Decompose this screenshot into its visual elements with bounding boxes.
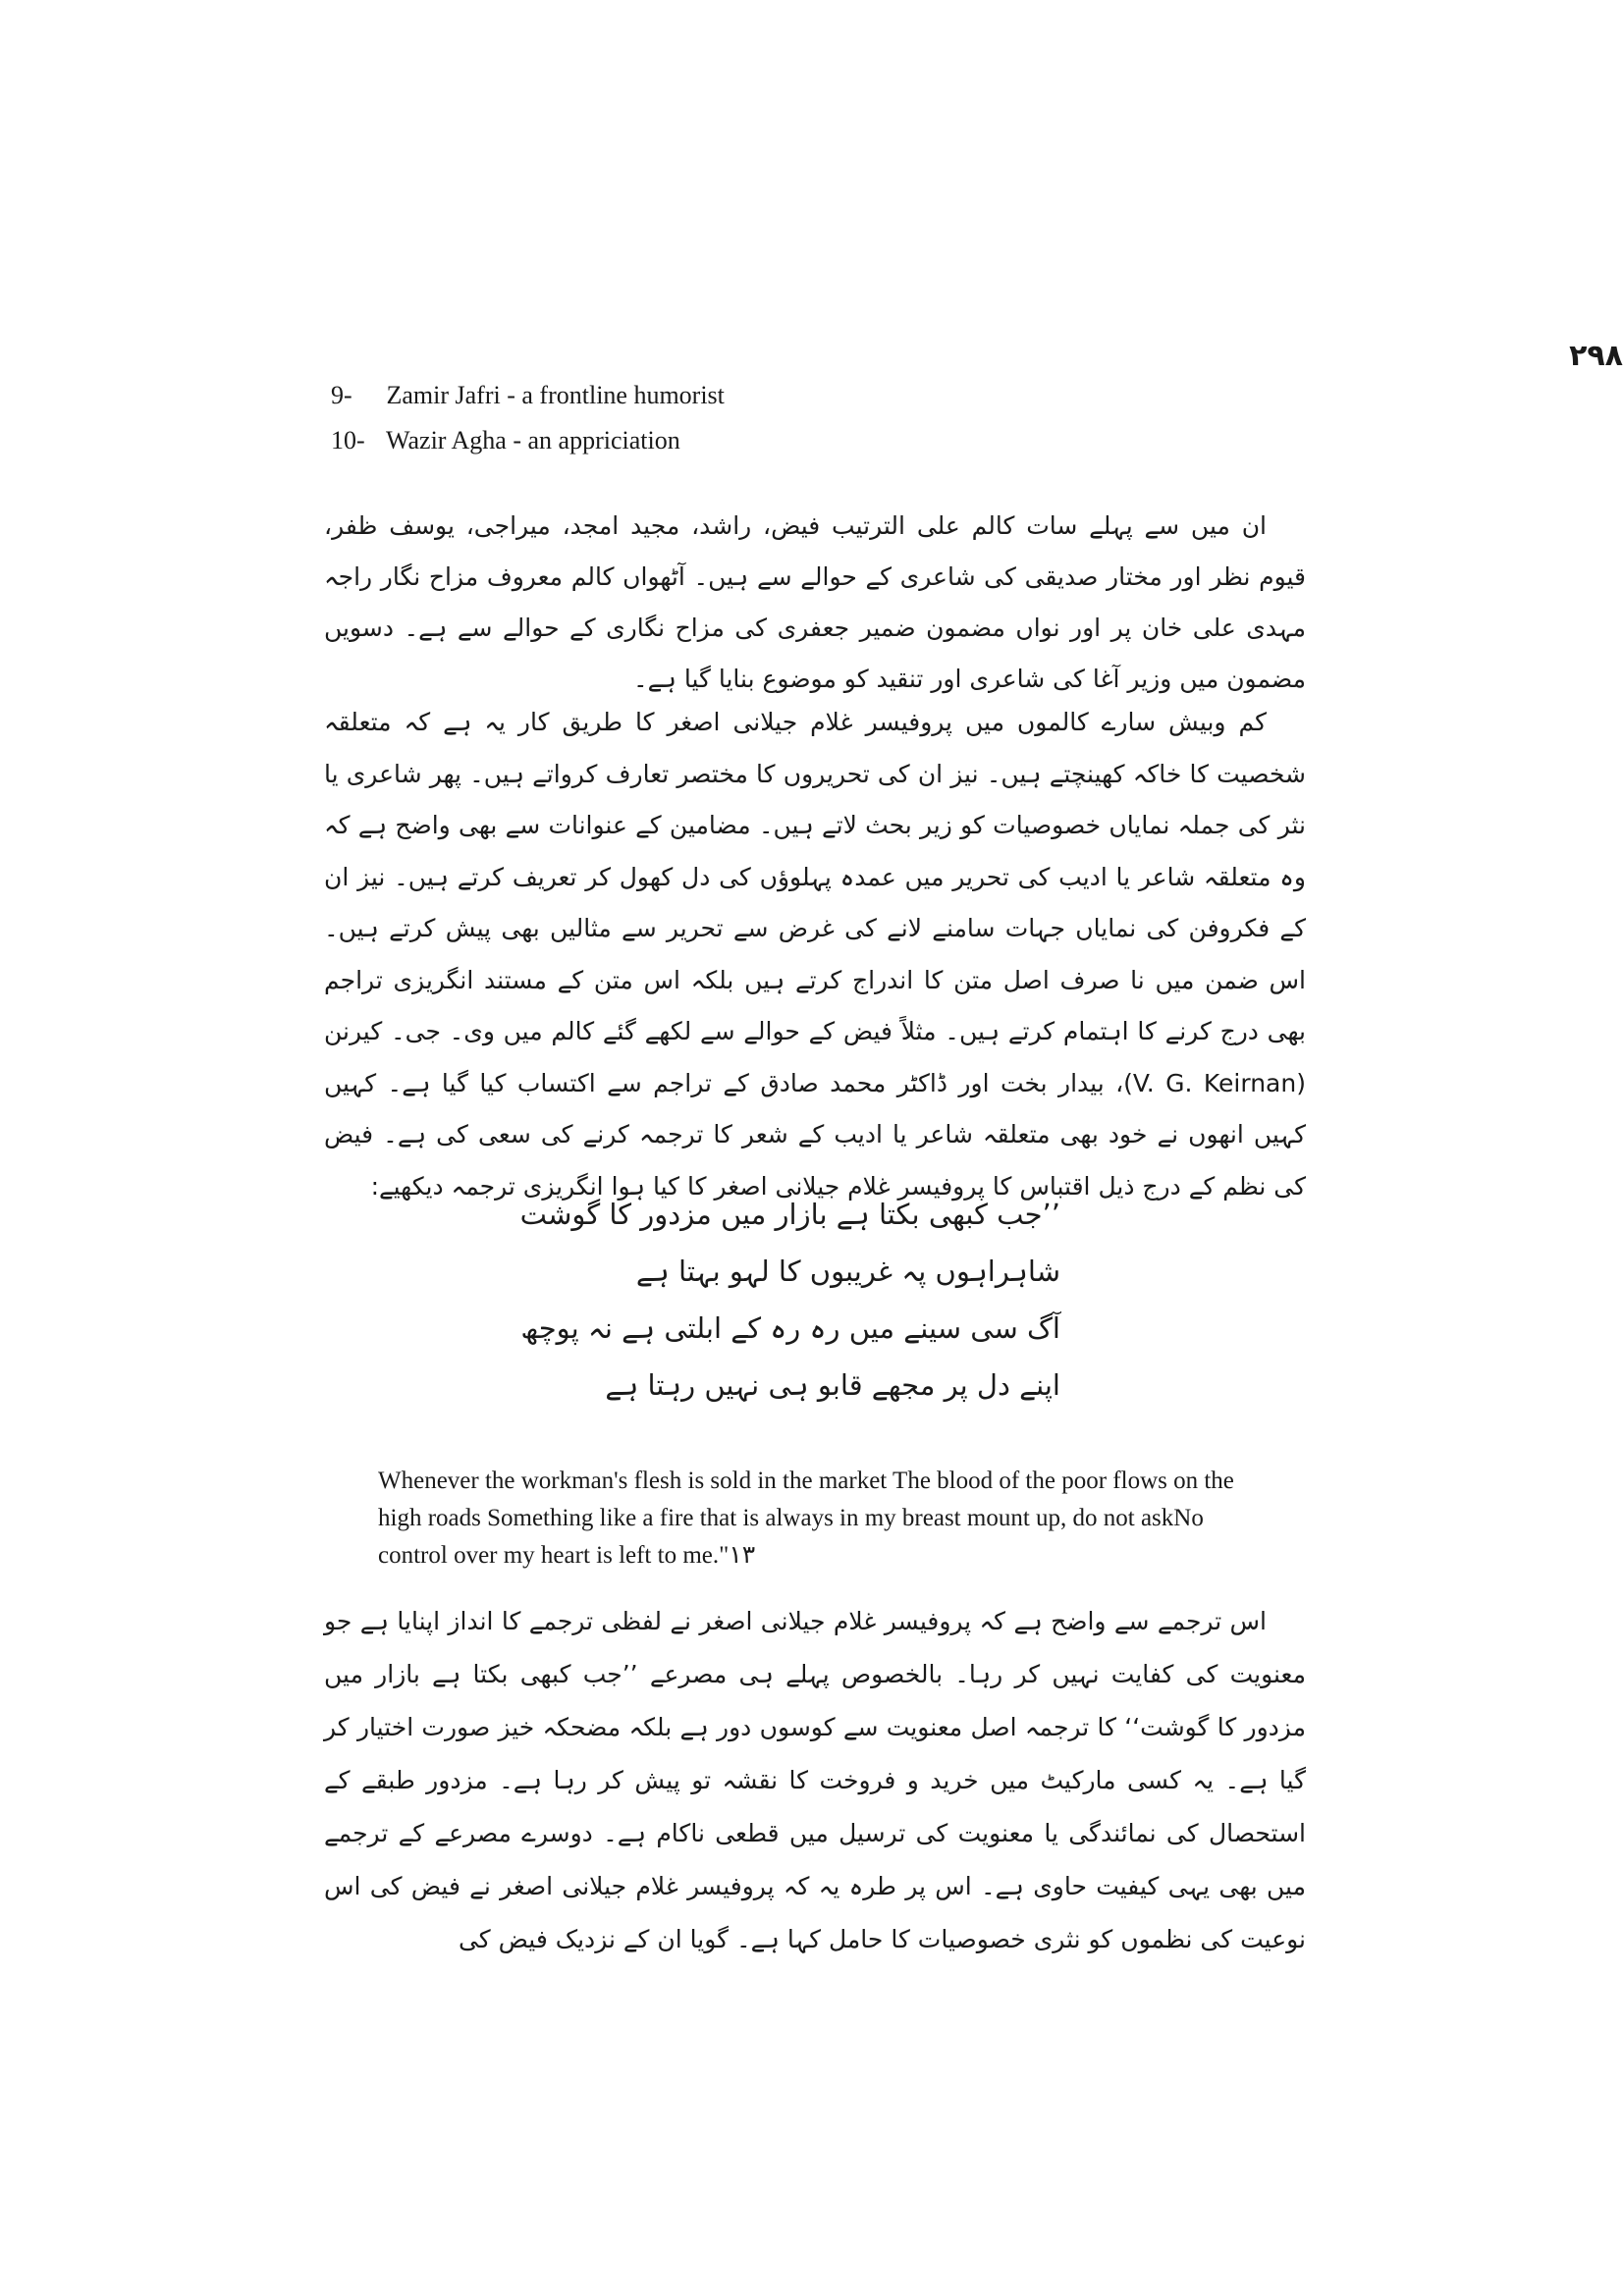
poem-line: شاہراہوں پہ غریبوں کا لہو بہتا ہے (635, 1255, 1060, 1288)
list-item-title: Zamir Jafri - a frontline humorist (386, 381, 725, 409)
list-item (331, 373, 1313, 418)
english-article-list (331, 373, 1313, 463)
poem-quotation (519, 1186, 1060, 1414)
paragraph-methodology (324, 697, 1306, 1212)
paragraph-text: ان میں سے پہلے سات کالم علی الترتیب فیض، راشد، مجید امجد، میراجی، یوسف ظفر، قیوم نظر اور مختار صدیقی کی شاعری کے حوالے سے ہیں۔ آٹھواں کالم معروف مزاح نگار راجہ مہدی علی خان پر اور نواں مضمون ضمیر جعفری کی مزاح نگاری کے حوالے سے ہے۔ دسویں مضمون میں وزیر آغا کی شاعری اور تنقید کو موضوع بنایا گیا ہے۔ (324, 511, 1306, 693)
paragraph-translation-critique (324, 1595, 1306, 1966)
english-translation: Whenever the workman's flesh is sold in the market The blood of the poor flows on the high roads Something like a fire that is always in my breast mount up, do not askNo control over my heart is left to me."۱۳ (378, 1468, 1234, 1569)
list-item-number: 10- (331, 426, 365, 454)
page-number: ۲۹۸ (1569, 339, 1623, 373)
list-item-number: 9- (331, 381, 352, 409)
poem-line: آگ سی سینے میں رہ رہ کے ابلتی ہے نہ پوچھ (520, 1311, 1060, 1345)
paragraph-columns-overview (324, 501, 1306, 705)
list-item (331, 418, 1313, 463)
poem-line: ’’جب کبھی بکتا ہے بازار میں مزدور کا گوشت (519, 1198, 1060, 1231)
poem-line: اپنے دل پر مجھے قابو ہی نہیں رہتا ہے (605, 1368, 1060, 1402)
paragraph-text: اس ترجمے سے واضح ہے کہ پروفیسر غلام جیلانی اصغر نے لفظی ترجمے کا انداز اپنایا ہے جو معنویت کی کفایت نہیں کر رہا۔ بالخصوص پہلے ہی مصرعے ’’جب کبھی بکتا ہے بازار میں مزدور کا گوشت‘‘ کا ترجمہ اصل معنویت سے کوسوں دور ہے بلکہ مضحکہ خیز صورت اختیار کر گیا ہے۔ یہ کسی مارکیٹ میں خرید و فروخت کا نقشہ تو پیش کر رہا ہے۔ مزدور طبقے کے استحصال کی نمائندگی یا معنویت کی ترسیل میں قطعی ناکام ہے۔ دوسرے مصرعے کے ترجمے میں بھی یہی کیفیت حاوی ہے۔ اس پر طرہ یہ کہ پروفیسر غلام جیلانی اصغر نے فیض کی اس نوعیت کی نظموں کو نثری خصوصیات کا حامل کہا ہے۔ گویا ان کے نزدیک فیض کی (324, 1607, 1306, 1953)
paragraph-text: کم وبیش سارے کالموں میں پروفیسر غلام جیلانی اصغر کا طریق کار یہ ہے کہ متعلقہ شخصیت کا خاکہ کھینچتے ہیں۔ نیز ان کی تحریروں کا مختصر تعارف کرواتے ہیں۔ پھر شاعری یا نثر کی جملہ نمایاں خصوصیات کو زیر بحث لاتے ہیں۔ مضامین کے عنوانات سے بھی واضح ہے کہ وہ متعلقہ شاعر یا ادیب کی تحریر میں عمدہ پہلوؤں کی دل کھول کر تعریف کرتے ہیں۔ نیز ان کے فکروفن کی نمایاں جہات سامنے لانے کی غرض سے تحریر سے مثالیں بھی پیش کرتے ہیں۔ اس ضمن میں نا صرف اصل متن کا اندراج کرتے ہیں بلکہ اس متن کے مستند انگریزی تراجم بھی درج کرنے کا اہتمام کرتے ہیں۔ مثلاً فیض کے حوالے سے لکھے گئے کالم میں وی۔ جی۔ کیرنن (V. G. Keirnan)، بیدار بخت اور ڈاکٹر محمد صادق کے تراجم سے اکتساب کیا گیا ہے۔ کہیں کہیں انھوں نے خود بھی متعلقہ شاعر یا ادیب کے شعر کا ترجمہ کرنے کی سعی کی ہے۔ فیض کی نظم کے درج ذیل اقتباس کا پروفیسر غلام جیلانی اصغر کا کیا ہوا انگریزی ترجمہ دیکھیے: (324, 708, 1306, 1201)
list-item-title: Wazir Agha - an appriciation (386, 426, 680, 454)
